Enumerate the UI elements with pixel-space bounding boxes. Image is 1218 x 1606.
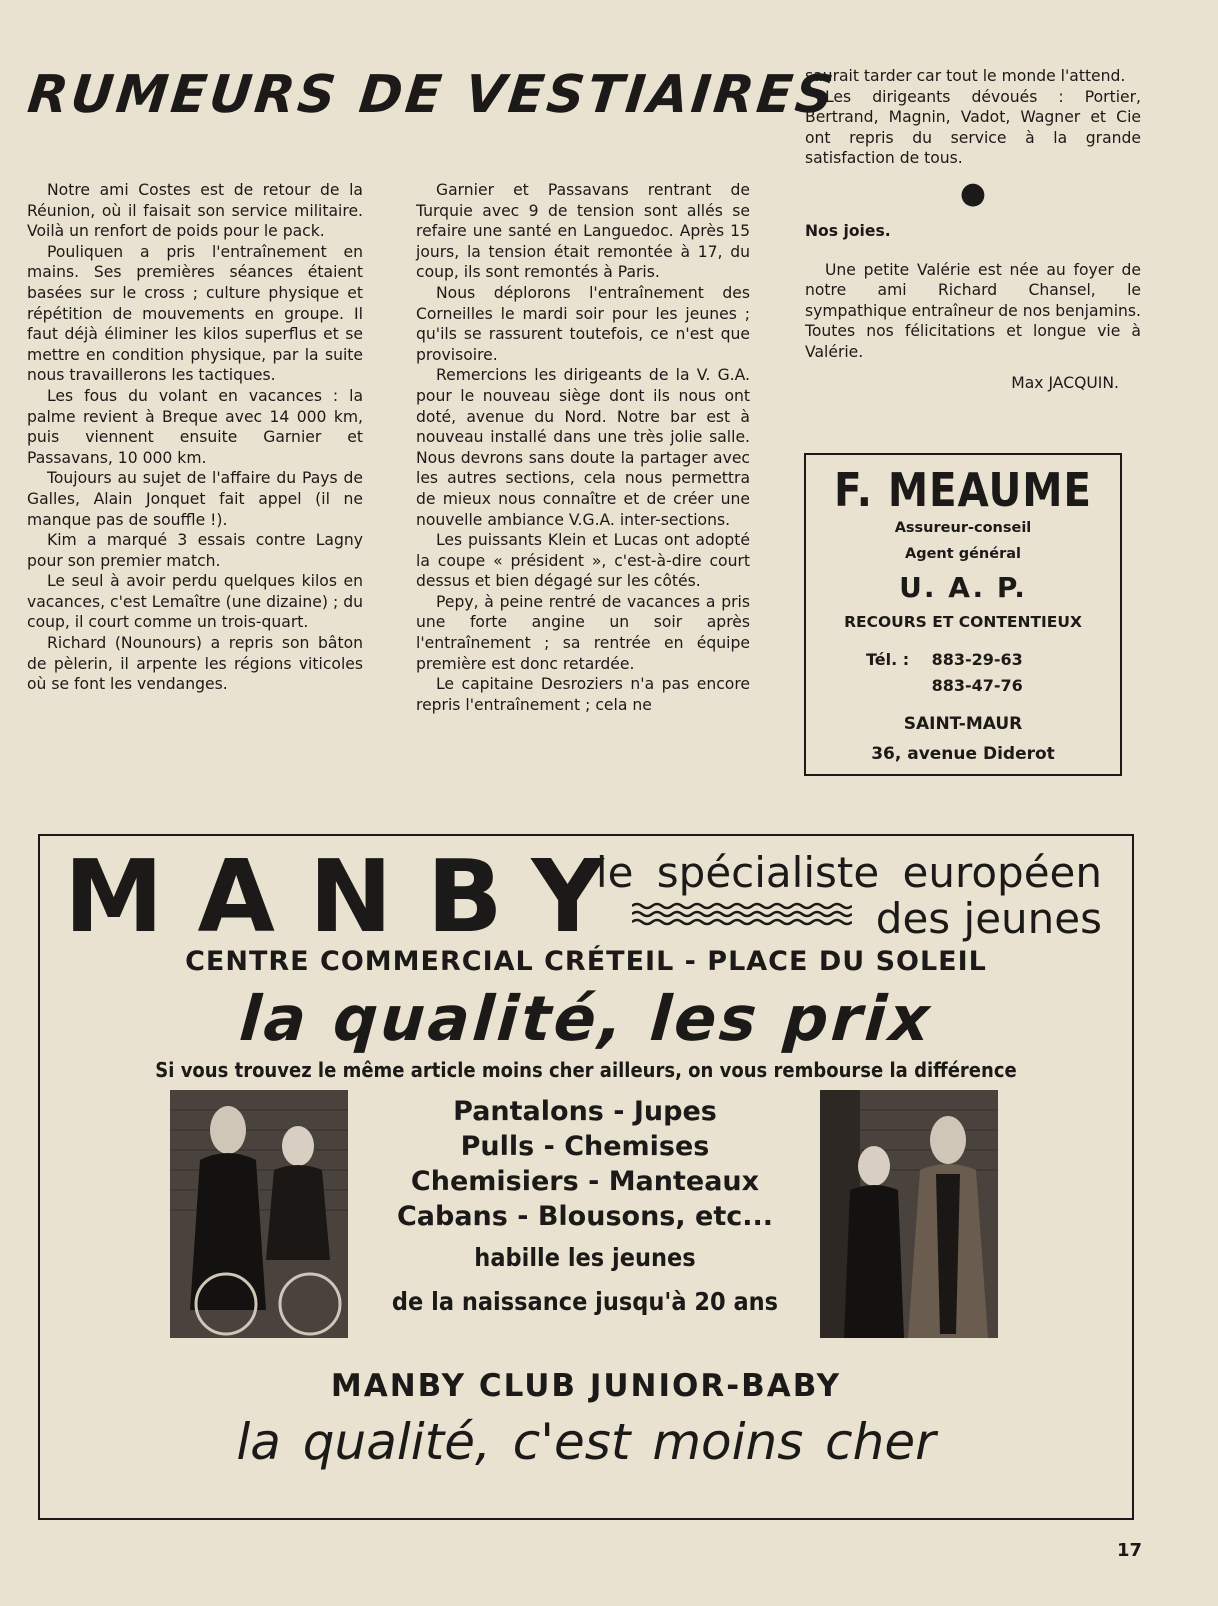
product-line: Pantalons - Jupes xyxy=(453,1096,717,1127)
brand-logo: MANBY xyxy=(64,838,638,955)
article-headline: RUMEURS DE VESTIAIRES xyxy=(24,65,839,125)
author-signature: Max JACQUIN. xyxy=(1011,373,1119,392)
paragraph: Nous déplorons l'entraînement des Corneilles le mardi soir pour les jeunes ; qu'ils se rassurent toutefois, ce n'est que provisoire. xyxy=(416,283,750,364)
phone-number: 883-47-76 xyxy=(931,676,1023,695)
paragraph: Notre ami Costes est de retour de la Réunion, où il faisait son service militaire. Voilà un renfort de poids pour le pack. xyxy=(27,181,363,241)
product-line: Cabans - Blousons, etc... xyxy=(396,1201,774,1232)
article-column-1 xyxy=(27,180,363,695)
paragraph: Remercions les dirigeants de la V. G.A. pour le nouveau siège dont ils nous ont doté, avenue du Nord. Notre bar est à nouveau installé dans une très jolie salle. Nous devrons sans doute la partager avec les autres sections, cela nous permettra de mieux nous connaître et de créer une nouvelle ambiance V.G.A. inter-sections. xyxy=(416,366,750,529)
phone-number: 883-29-63 xyxy=(931,650,1023,669)
manby-advertisement xyxy=(38,834,1134,1520)
product-line: Chemisiers - Manteaux xyxy=(410,1166,760,1197)
advertiser-role: Agent général xyxy=(904,546,1021,562)
advertiser-title: Assureur-conseil xyxy=(894,520,1032,536)
article-column-2 xyxy=(416,180,750,715)
age-line-1: habille les jeunes xyxy=(474,1243,696,1272)
paragraph: Pepy, à peine rentré de vacances a pris une forte angine un soir après l'entraînement ; sa rentrée en équipe première est donc retardée. xyxy=(416,592,750,673)
company-name: U. A. P. xyxy=(899,571,1027,604)
wavy-lines-ornament xyxy=(632,898,852,928)
slogan: la qualité, c'est moins cher xyxy=(236,1413,936,1471)
tagline-continued: des jeunes xyxy=(875,894,1102,943)
paragraph: Les fous du volant en vacances : la palme revient à Breque avec 14 000 km, puis viennent ensuite Garnier et Passavans, 10 000 km. xyxy=(27,386,363,467)
price-guarantee: Si vous trouvez le même article moins cher ailleurs, on vous rembourse la différence xyxy=(155,1058,1017,1082)
insurance-advertisement xyxy=(804,453,1122,776)
street-address: 36, avenue Diderot xyxy=(871,744,1055,764)
club-name: MANBY CLUB JUNIOR-BABY xyxy=(330,1368,842,1404)
paragraph: Garnier et Passavans rentrant de Turquie avec 9 de tension sont allés se refaire une santé en Languedoc. Après 15 jours, la tension était remontée à 17, du coup, ils sont remontés à Paris. xyxy=(416,181,750,282)
service-line: RECOURS ET CONTENTIEUX xyxy=(844,613,1082,631)
advertiser-name: F. MEAUME xyxy=(834,463,1092,517)
paragraph: Kim a marqué 3 essais contre Lagny pour son premier match. xyxy=(27,531,363,570)
phone-line-1 xyxy=(806,647,1120,673)
quality-price-headline: la qualité, les prix xyxy=(237,982,935,1055)
paragraph: Toujours au sujet de l'affaire du Pays de Galles, Alain Jonquet fait appel (il ne manque pas de souffle !). xyxy=(27,469,363,529)
age-range-statement xyxy=(374,1236,797,1324)
paragraph: Richard (Nounours) a repris son bâton de pèlerin, il arpente les régions viticoles où se font les vendanges. xyxy=(27,634,363,694)
paragraph: Le capitaine Desroziers n'a pas encore repris l'entraînement ; cela ne xyxy=(416,675,750,714)
city: SAINT-MAUR xyxy=(903,714,1023,734)
paragraph: Les dirigeants dévoués : Portier, Bertrand, Magnin, Vadot, Wagner et Cie ont repris du service à la grande satisfaction de tous. xyxy=(805,87,1141,168)
product-list xyxy=(350,1094,820,1234)
photo-boy-and-girl-in-coats xyxy=(820,1090,998,1338)
age-line-2: de la naissance jusqu'à 20 ans xyxy=(391,1287,779,1316)
photo-girl-and-boy-with-bicycle xyxy=(170,1090,348,1338)
paragraph: Une petite Valérie est née au foyer de notre ami Richard Chansel, le sympathique entraîneur de nos benjamins. Toutes nos félicitations et longue vie à Valérie. xyxy=(805,260,1141,361)
store-location: CENTRE COMMERCIAL CRÉTEIL - PLACE DU SOLEIL xyxy=(185,946,987,977)
product-line: Pulls - Chemises xyxy=(460,1131,710,1162)
paragraph: saurait tarder car tout le monde l'attend. xyxy=(805,67,1126,85)
tagline: le spécialiste européen xyxy=(595,848,1102,897)
paragraph: Pouliquen a pris l'entraînement en mains. Ses premières séances étaient basées sur le cross ; culture physique et répétition de mouvements en groupe. Il faut déjà éliminer les kilos superflus et se mettre en condition physique, par la suite nous travaillerons les tactiques. xyxy=(27,242,363,385)
section-bullet: ● xyxy=(959,175,987,211)
phone-label: Tél. : xyxy=(866,650,910,669)
section-subhead: Nos joies. xyxy=(805,221,891,240)
article-column-3 xyxy=(805,66,1141,393)
page-number: 17 xyxy=(1117,1540,1143,1561)
paragraph: Le seul à avoir perdu quelques kilos en vacances, c'est Lemaître (une dizaine) ; du coup, il court comme un trois-quart. xyxy=(27,572,363,632)
paragraph: Les puissants Klein et Lucas ont adopté la coupe « président », c'est-à-dire court dessus et bien dégagé sur les côtés. xyxy=(416,531,750,591)
phone-line-2 xyxy=(806,673,1120,699)
